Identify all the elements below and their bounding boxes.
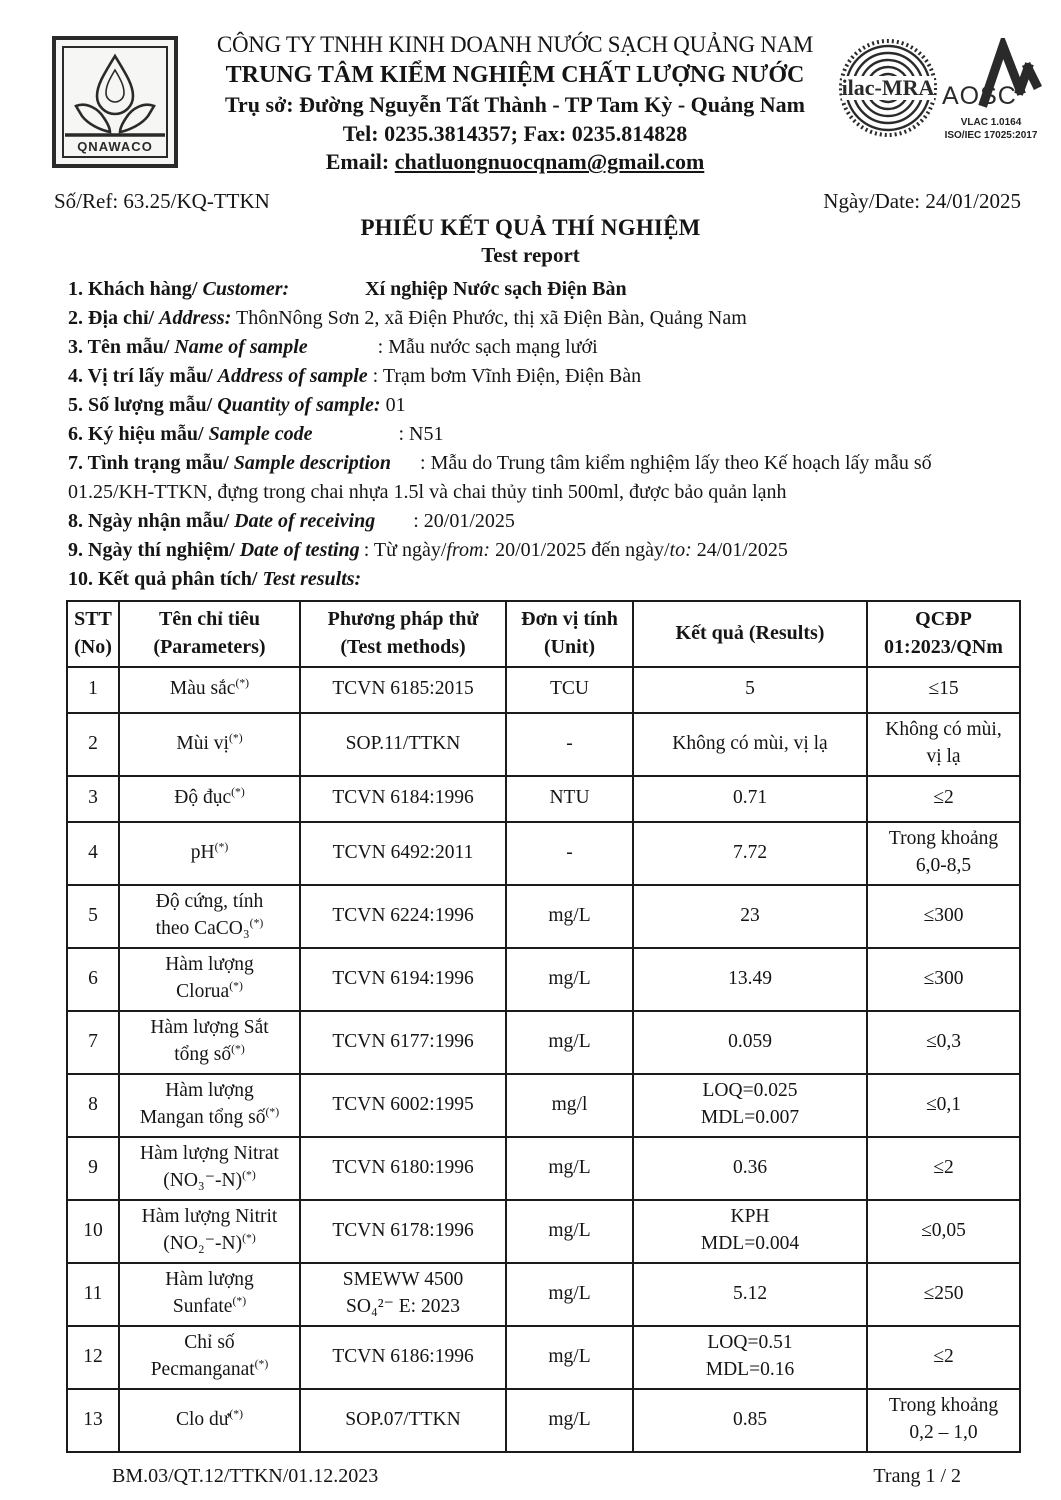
- label-en: Customer:: [202, 277, 290, 300]
- cell-no: 2: [67, 713, 119, 776]
- cell-result: LOQ=0.51 MDL=0.16: [633, 1326, 867, 1389]
- results-table-head-row: [67, 601, 1020, 667]
- label-en: Test results:: [262, 567, 362, 590]
- cell-unit: -: [506, 713, 633, 776]
- cell-no: 4: [67, 822, 119, 885]
- label-vi: 9. Ngày thí nghiệm/: [68, 538, 240, 561]
- tab-space: [308, 352, 378, 353]
- cell-parameter: Mùi vị(*): [119, 713, 300, 776]
- document-header: [0, 0, 1061, 177]
- cell-limit: ≤2: [867, 776, 1020, 822]
- cell-result: 0.85: [633, 1389, 867, 1452]
- date-from-value: 20/01/2025 đến ngày/: [490, 538, 670, 561]
- email-label: Email:: [325, 149, 395, 175]
- address-value: ThônNông Sơn 2, xã Điện Phước, thị xã Điện Bàn, Quảng Nam: [231, 306, 747, 329]
- label-vi: 8. Ngày nhận mẫu/: [68, 509, 235, 532]
- cell-parameter: Độ đục(*): [119, 776, 300, 822]
- ilac-mra-icon: [838, 38, 938, 140]
- table-row: [67, 1137, 1020, 1200]
- label-vi: 4. Vị trí lấy mẫu/: [68, 364, 218, 387]
- cell-parameter: Hàm lượng Sắt tổng số(*): [119, 1011, 300, 1074]
- cell-unit: mg/L: [506, 1137, 633, 1200]
- date-testing-prefix: : Từ ngày/: [363, 538, 447, 561]
- cell-parameter: Hàm lượng Nitrit (NO₂⁻-N)(*): [119, 1200, 300, 1263]
- date-to-value: 24/01/2025: [691, 538, 788, 561]
- sample-description-value: : Mẫu do Trung tâm kiểm nghiệm lấy theo Kế hoạch lấy mẫu số 01.25/KH-TTKN, đựng trong chai nhựa 1.5l và chai thủy tinh 500ml, được bảo quản lạnh: [68, 451, 932, 503]
- info-line-quantity: [68, 391, 1019, 420]
- col-header-result: Kết quả (Results): [633, 601, 867, 667]
- col-header-method: Phương pháp thử (Test methods): [300, 601, 506, 667]
- cell-no: 9: [67, 1137, 119, 1200]
- cell-limit: ≤300: [867, 948, 1020, 1011]
- cell-result: 0.059: [633, 1011, 867, 1074]
- cell-result: 0.36: [633, 1137, 867, 1200]
- table-row: [67, 1200, 1020, 1263]
- table-row: [67, 822, 1020, 885]
- table-row: [67, 667, 1020, 713]
- info-line-date-receiving: [68, 507, 1019, 536]
- cell-parameter: pH(*): [119, 822, 300, 885]
- cell-method: TCVN 6185:2015: [300, 667, 506, 713]
- cell-result: LOQ=0.025 MDL=0.007: [633, 1074, 867, 1137]
- cell-result: Không có mùi, vị lạ: [633, 713, 867, 776]
- center-name: TRUNG TÂM KIỂM NGHIỆM CHẤT LƯỢNG NƯỚC: [225, 61, 805, 88]
- cell-no: 6: [67, 948, 119, 1011]
- cell-limit: ≤2: [867, 1326, 1020, 1389]
- cell-unit: mg/L: [506, 1326, 633, 1389]
- cell-no: 12: [67, 1326, 119, 1389]
- cell-unit: mg/L: [506, 1200, 633, 1263]
- aosc-vlac-text: VLAC 1.0164: [960, 117, 1022, 128]
- cell-no: 7: [67, 1011, 119, 1074]
- email-link[interactable]: chatluongnuocqnam@gmail.com: [394, 149, 705, 175]
- cell-method: SOP.11/TTKN: [300, 713, 506, 776]
- tab-space: [375, 526, 413, 527]
- label-en: Date of receiving: [234, 509, 376, 532]
- cell-limit: ≤15: [867, 667, 1020, 713]
- label-en: Name of sample: [174, 335, 308, 358]
- cell-unit: -: [506, 822, 633, 885]
- cell-unit: mg/l: [506, 1074, 633, 1137]
- col-header-no: STT (No): [67, 601, 119, 667]
- cell-limit: ≤0,1: [867, 1074, 1020, 1137]
- aosc-text: AOSC: [942, 82, 1017, 110]
- cell-method: TCVN 6184:1996: [300, 776, 506, 822]
- cell-limit: ≤0,3: [867, 1011, 1020, 1074]
- cell-method: SMEWW 4500 SO₄²⁻ E: 2023: [300, 1263, 506, 1326]
- label-en: Sample description: [233, 451, 392, 474]
- cell-unit: mg/L: [506, 1389, 633, 1452]
- table-row: [67, 713, 1020, 776]
- tab-space: [289, 294, 365, 295]
- ilac-mra-text: ilac-MRA: [841, 75, 935, 100]
- col-header-parameter: Tên chỉ tiêu (Parameters): [119, 601, 300, 667]
- label-vi: 7. Tình trạng mẫu/: [68, 451, 234, 474]
- cell-method: TCVN 6002:1995: [300, 1074, 506, 1137]
- table-row: [67, 885, 1020, 948]
- from-label: from:: [446, 538, 491, 561]
- label-en: Date of testing: [239, 538, 360, 561]
- label-en: Quantity of sample:: [217, 393, 381, 416]
- cell-unit: mg/L: [506, 948, 633, 1011]
- date-receiving-value: : 20/01/2025: [413, 509, 515, 532]
- cell-result: 5.12: [633, 1263, 867, 1326]
- document-date: Ngày/Date: 24/01/2025: [823, 188, 1021, 213]
- accreditation-logos: [838, 30, 1043, 142]
- table-row: [67, 776, 1020, 822]
- cell-method: SOP.07/TTKN: [300, 1389, 506, 1452]
- cell-result: 23: [633, 885, 867, 948]
- results-table-body: [67, 667, 1020, 1452]
- tab-space: [312, 439, 398, 440]
- info-line-customer: [68, 275, 1019, 304]
- meta-row: [54, 189, 1021, 214]
- company-tel-fax: Tel: 0235.3814357; Fax: 0235.814828: [342, 120, 688, 146]
- cell-parameter: Màu sắc(*): [119, 667, 300, 713]
- company-logo: [52, 30, 192, 173]
- label-en: Address:: [159, 306, 232, 329]
- table-row: [67, 948, 1020, 1011]
- page-number: Trang 1 / 2: [873, 1464, 961, 1487]
- table-row: [67, 1326, 1020, 1389]
- cell-limit: ≤0,05: [867, 1200, 1020, 1263]
- sample-code-value: : N51: [398, 422, 444, 445]
- cell-result: 13.49: [633, 948, 867, 1011]
- cell-result: 7.72: [633, 822, 867, 885]
- cell-no: 5: [67, 885, 119, 948]
- label-vi: 10. Kết quả phân tích/: [68, 567, 263, 590]
- cell-parameter: Hàm lượng Sunfate(*): [119, 1263, 300, 1326]
- results-table: [66, 600, 1021, 1453]
- cell-no: 8: [67, 1074, 119, 1137]
- cell-unit: mg/L: [506, 1011, 633, 1074]
- cell-method: TCVN 6224:1996: [300, 885, 506, 948]
- cell-no: 10: [67, 1200, 119, 1263]
- cell-method: TCVN 6180:1996: [300, 1137, 506, 1200]
- label-vi: 6. Ký hiệu mẫu/: [68, 422, 209, 445]
- company-address: Trụ sở: Đường Nguyễn Tất Thành - TP Tam Kỳ - Quảng Nam: [225, 92, 805, 118]
- page-footer: [112, 1465, 961, 1488]
- cell-method: TCVN 6492:2011: [300, 822, 506, 885]
- tab-space: [391, 468, 415, 469]
- page-title: PHIẾU KẾT QUẢ THÍ NGHIỆM: [360, 214, 701, 240]
- aosc-icon: [940, 38, 1042, 112]
- quantity-value: 01: [380, 393, 406, 416]
- info-line-sample-description: [68, 449, 1019, 507]
- sample-info: [68, 275, 1019, 594]
- customer-value: Xí nghiệp Nước sạch Điện Bàn: [365, 277, 627, 300]
- cell-parameter: Độ cứng, tính theo CaCO₃(*): [119, 885, 300, 948]
- cell-parameter: Hàm lượng Nitrat (NO₃⁻-N)(*): [119, 1137, 300, 1200]
- cell-limit: Trong khoảng 6,0-8,5: [867, 822, 1020, 885]
- cell-limit: Trong khoảng 0,2 – 1,0: [867, 1389, 1020, 1452]
- sample-name-value: : Mẫu nước sạch mạng lưới: [377, 335, 598, 358]
- info-line-sample-code: [68, 420, 1019, 449]
- logo-text: QNAWACO: [77, 139, 153, 154]
- info-line-sample-address: [68, 362, 1019, 391]
- info-line-test-results: [68, 565, 1019, 594]
- cell-parameter: Chỉ số Pecmanganat(*): [119, 1326, 300, 1389]
- cell-limit: ≤300: [867, 885, 1020, 948]
- cell-no: 13: [67, 1389, 119, 1452]
- cell-method: TCVN 6194:1996: [300, 948, 506, 1011]
- form-code: BM.03/QT.12/TTKN/01.12.2023: [112, 1464, 379, 1487]
- cell-result: 0.71: [633, 776, 867, 822]
- label-vi: 5. Số lượng mẫu/: [68, 393, 218, 416]
- col-header-limit: QCĐP 01:2023/QNm: [867, 601, 1020, 667]
- aosc-iso-text: ISO/IEC 17025:2017: [944, 129, 1038, 141]
- cell-method: TCVN 6177:1996: [300, 1011, 506, 1074]
- cell-method: TCVN 6178:1996: [300, 1200, 506, 1263]
- cell-result: 5: [633, 667, 867, 713]
- info-line-date-testing: [68, 536, 1019, 565]
- cell-limit: ≤250: [867, 1263, 1020, 1326]
- table-row: [67, 1389, 1020, 1452]
- cell-unit: mg/L: [506, 1263, 633, 1326]
- sample-address-value: : Trạm bơm Vĩnh Điện, Điện Bàn: [367, 364, 642, 387]
- label-en: Sample code: [208, 422, 313, 445]
- company-email-line: [192, 148, 838, 177]
- label-vi: 3. Tên mẫu/: [68, 335, 175, 358]
- cell-limit: Không có mùi, vị lạ: [867, 713, 1020, 776]
- company-header-text: [192, 30, 838, 177]
- info-line-sample-name: [68, 333, 1019, 362]
- cell-parameter: Clo dư(*): [119, 1389, 300, 1452]
- cell-unit: TCU: [506, 667, 633, 713]
- aosc-logo: [940, 38, 1042, 142]
- cell-parameter: Hàm lượng Mangan tổng số(*): [119, 1074, 300, 1137]
- table-row: [67, 1263, 1020, 1326]
- table-row: [67, 1074, 1020, 1137]
- company-name: CÔNG TY TNHH KINH DOANH NƯỚC SẠCH QUẢNG NAM: [216, 32, 814, 57]
- table-row: [67, 1011, 1020, 1074]
- info-line-address: [68, 304, 1019, 333]
- label-en: Address of sample: [217, 364, 368, 387]
- col-header-unit: Đơn vị tính (Unit): [506, 601, 633, 667]
- cell-method: TCVN 6186:1996: [300, 1326, 506, 1389]
- to-label: to:: [669, 538, 692, 561]
- cell-no: 11: [67, 1263, 119, 1326]
- qnawaco-logo-icon: [52, 36, 178, 168]
- cell-limit: ≤2: [867, 1137, 1020, 1200]
- cell-unit: mg/L: [506, 885, 633, 948]
- cell-no: 1: [67, 667, 119, 713]
- cell-result: KPH MDL=0.004: [633, 1200, 867, 1263]
- label-vi: 1. Khách hàng/: [68, 277, 203, 300]
- cell-no: 3: [67, 776, 119, 822]
- label-vi: 2. Địa chỉ/: [68, 306, 160, 329]
- cell-parameter: Hàm lượng Clorua(*): [119, 948, 300, 1011]
- page-subtitle: Test report: [481, 242, 580, 267]
- reference-number: Số/Ref: 63.25/KQ-TTKN: [54, 188, 270, 213]
- cell-unit: NTU: [506, 776, 633, 822]
